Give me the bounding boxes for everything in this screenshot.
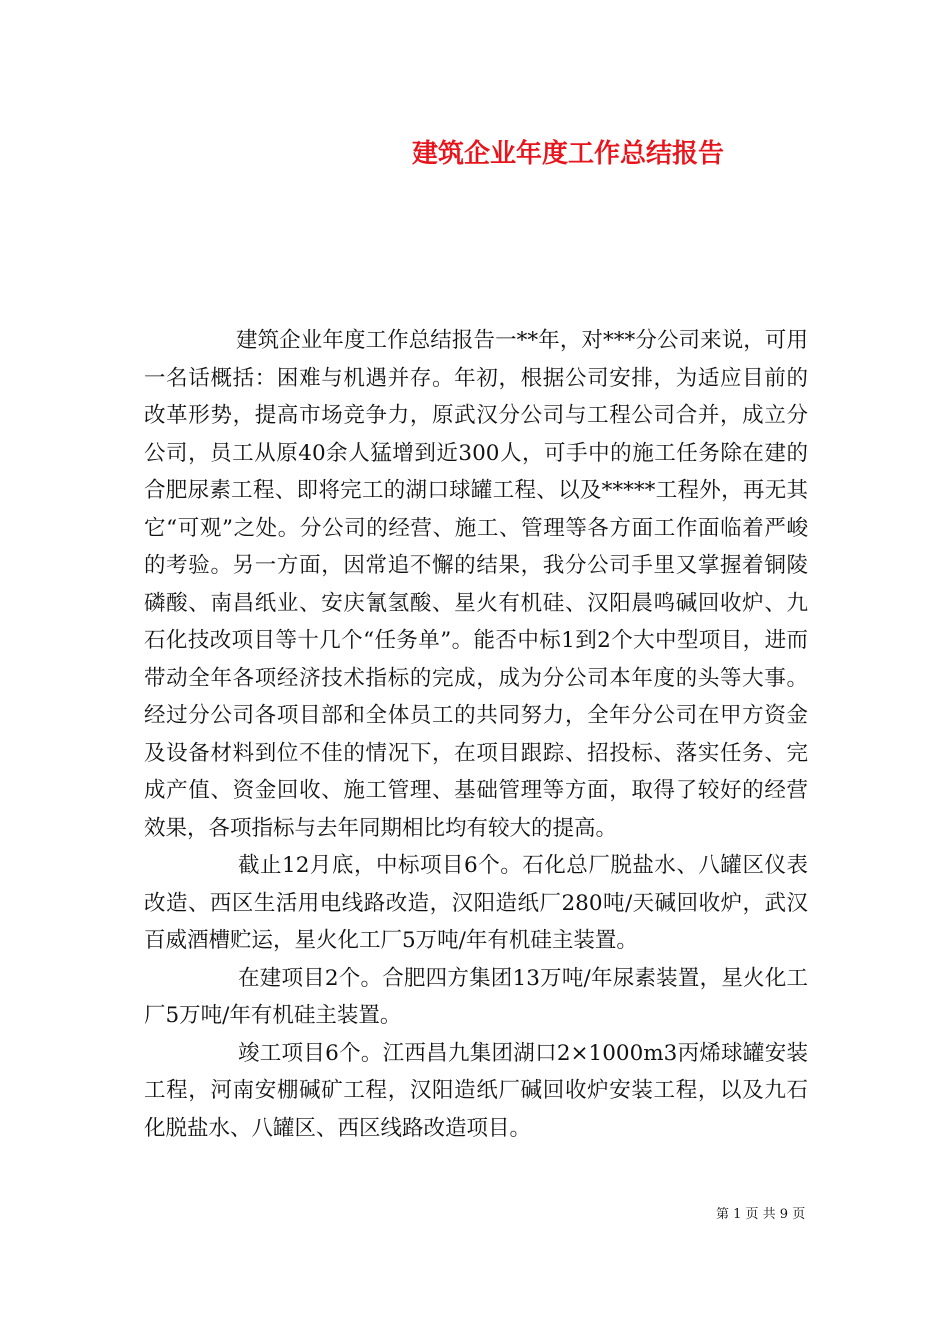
paragraph-ongoing-projects: 在建项目2个。合肥四方集团13万吨/年尿素装置，星火化工厂5万吨/年有机硅主装置。 (144, 965, 808, 1028)
document-title: 建筑企业年度工作总结报告 (412, 139, 725, 169)
paragraph-completed-projects: 竣工项目6个。江西昌九集团湖口2×1000m3丙烯球罐安装工程，河南安棚碱矿工程，汉阳造纸厂碱回收炉安装工程，以及九石化脱盐水、八罐区、西区线路改造项目。 (144, 1040, 808, 1141)
paragraph-intro: 建筑企业年度工作总结报告一**年，对***分公司来说，可用一名话概括：困难与机遇并存。年初，根据公司安排，为适应目前的改革形势，提高市场竞争力，原武汉分公司与工程公司合并，成立分公司，员工从原40余人猛增到近300人，可手中的施工任务除在建的合肥尿素工程、即将完工的湖口球罐工程、以及*****工程外，再无其它“可观”之处。分公司的经营、施工、管理等各方面工作面临着严峻的考验。另一方面，因常追不懈的结果，我分公司手里又掌握着铜陵磷酸、南昌纸业、安庆氰氢酸、星火有机硅、汉阳晨鸣碱回收炉、九石化技改项目等十几个“任务单”。能否中标1到2个大中型项目，进而带动全年各项经济技术指标的完成，成为分公司本年度的头等大事。经过分公司各项目部和全体员工的共同努力，全年分公司在甲方资金及设备材料到位不佳的情况下，在项目跟踪、招投标、落实任务、完成产值、资金回收、施工管理、基础管理等方面，取得了较好的经营效果，各项指标与去年同期相比均有较大的提高。 (144, 328, 808, 841)
page-number-footer: 第 1 页 共 9 页 (716, 1207, 806, 1222)
document-body (144, 322, 808, 1147)
paragraph-bid-projects: 截止12月底，中标项目6个。石化总厂脱盐水、八罐区仪表改造、西区生活用电线路改造，汉阳造纸厂280吨/天碱回收炉，武汉百威酒槽贮运，星火化工厂5万吨/年有机硅主装置。 (144, 853, 808, 953)
